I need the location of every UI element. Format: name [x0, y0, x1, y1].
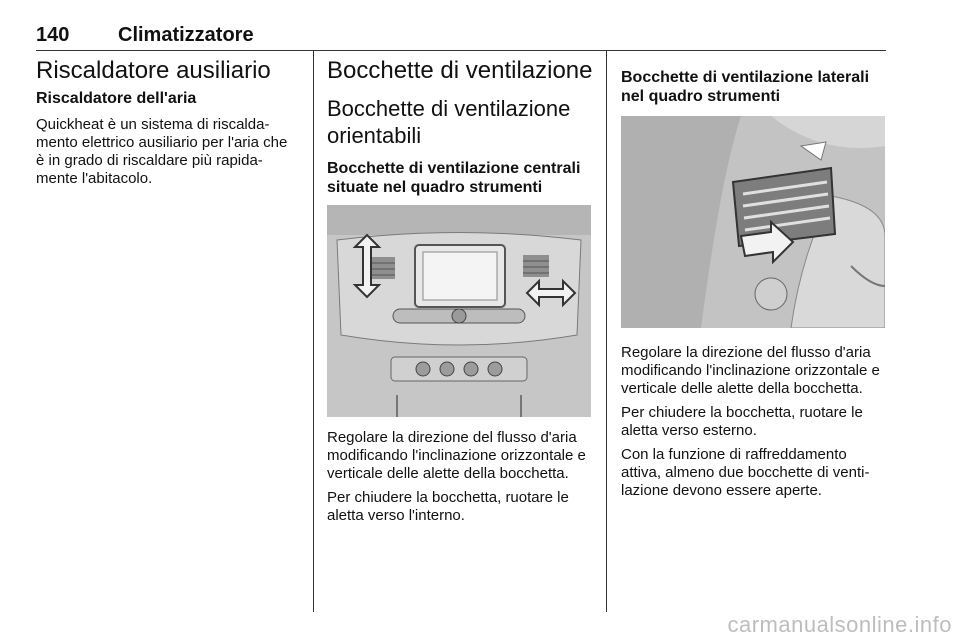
- paragraph-central-close: Per chiudere la bocchetta, ruotare le aletta verso l'interno.: [327, 489, 569, 524]
- column-1: [36, 56, 298, 194]
- page-number: 140: [36, 24, 70, 46]
- section-heading-bocchette: Bocchette di ventilazione: [327, 57, 593, 84]
- paragraph-quickheat: Quickheat è un sistema di riscalda-mento elettrico ausiliario per l'aria che è in grado di riscaldare più rapida-mente l'abitacolo.: [36, 116, 288, 187]
- illustration-central-vents: [327, 205, 591, 417]
- paragraph-side-direction: Regolare la direzione del flusso d'aria modificando l'inclinazione orizzontale e verticale delle alette della bocchetta.: [621, 344, 880, 397]
- side-vent-drawing: [621, 116, 885, 328]
- column-divider-1: [313, 50, 314, 612]
- illustration-side-vent: [621, 116, 885, 328]
- subheading-laterali: Bocchette di ventilazione laterali nel quadro strumenti: [621, 69, 870, 105]
- chapter-title: Climatizzatore: [118, 24, 254, 46]
- header-rule: [36, 50, 886, 51]
- section-heading-riscaldatore: Riscaldatore ausiliario: [36, 57, 271, 84]
- subheading-centrali: Bocchette di ventilazione centrali situate nel quadro strumenti: [327, 160, 581, 196]
- subheading-riscaldatore-aria: Riscaldatore dell'aria: [36, 90, 197, 107]
- subheading-orientabili: Bocchette di ventilazione orientabili: [327, 96, 571, 148]
- footer-watermark: carmanualsonline.info: [727, 612, 952, 637]
- column-2: [327, 56, 593, 531]
- paragraph-side-close: Per chiudere la bocchetta, ruotare le aletta verso esterno.: [621, 404, 863, 439]
- paragraph-central-direction: Regolare la direzione del flusso d'aria modificando l'inclinazione orizzontale e verticale delle alette della bocchetta.: [327, 429, 586, 482]
- paragraph-side-cooling: Con la funzione di raffreddamento attiva, almeno due bocchette di venti-lazione devono essere aperte.: [621, 446, 870, 499]
- column-3: [621, 56, 887, 506]
- page-header: [36, 24, 886, 50]
- central-vents-drawing: [327, 205, 591, 417]
- column-divider-2: [606, 50, 607, 612]
